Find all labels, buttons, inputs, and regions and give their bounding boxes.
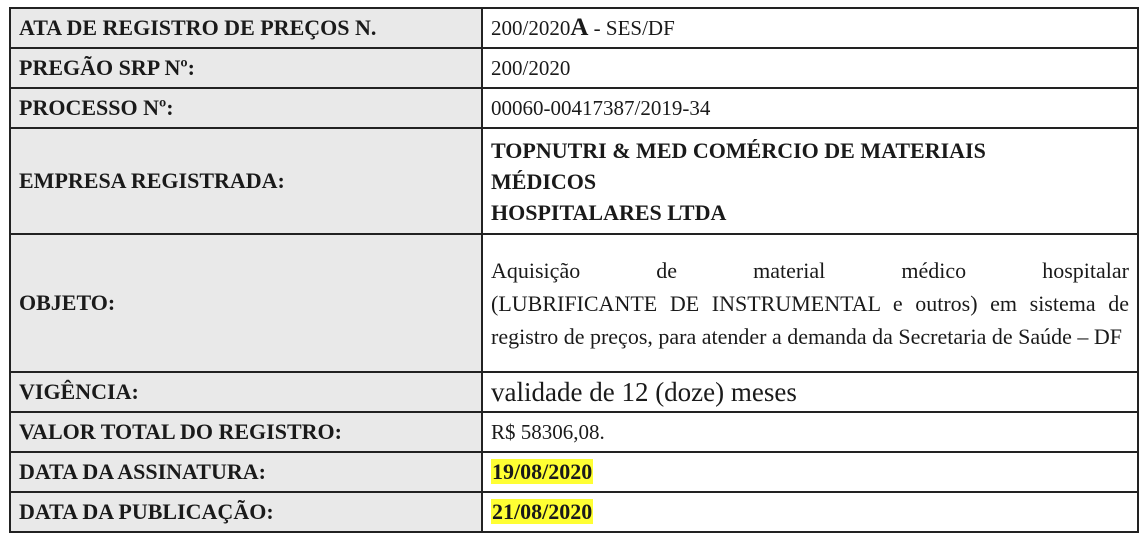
row-valor [10, 412, 1138, 452]
row-ata [10, 8, 1138, 48]
publicacao-cell [482, 492, 1138, 532]
objeto-word-1: Aquisição [491, 257, 581, 283]
row-objeto [10, 234, 1138, 372]
empresa-line-3: HOSPITALARES LTDA [491, 199, 727, 225]
ata-letter: A [570, 14, 589, 41]
processo-label: PROCESSO Nº: [10, 88, 482, 128]
ata-label: ATA DE REGISTRO DE PREÇOS N. [10, 8, 482, 48]
ata-number: 200/2020 [491, 16, 571, 40]
empresa-line-1: TOPNUTRI & MED COMÉRCIO DE MATERIAIS [491, 137, 986, 163]
ata-suffix: - SES/DF [588, 16, 675, 40]
pregao-label: PREGÃO SRP Nº: [10, 48, 482, 88]
ata-value [482, 8, 1138, 48]
row-processo [10, 88, 1138, 128]
vigencia-label: VIGÊNCIA: [10, 372, 482, 412]
objeto-word-2: de [656, 257, 678, 283]
ata-summary-table [9, 7, 1139, 533]
publicacao-date: 21/08/2020 [492, 499, 593, 524]
row-empresa [10, 128, 1138, 234]
assinatura-label: DATA DA ASSINATURA: [10, 452, 482, 492]
assinatura-date: 19/08/2020 [492, 459, 593, 484]
processo-value: 00060-00417387/2019-34 [482, 88, 1138, 128]
empresa-value [482, 128, 1138, 234]
publicacao-label: DATA DA PUBLICAÇÃO: [10, 492, 482, 532]
objeto-word-4: médico [901, 257, 967, 283]
objeto-word-3: material [753, 257, 826, 283]
valor-label: VALOR TOTAL DO REGISTRO: [10, 412, 482, 452]
objeto-word-5: hospitalar [1042, 257, 1129, 283]
empresa-label: EMPRESA REGISTRADA: [10, 128, 482, 234]
row-publicacao [10, 492, 1138, 532]
objeto-rest-text: (LUBRIFICANTE DE INSTRUMENTAL e outros) em sistema de registro de preços, para atender a demanda da Secretaria de Saúde – DF [491, 290, 1129, 349]
objeto-first-line [491, 254, 1129, 287]
objeto-value [482, 234, 1138, 372]
empresa-line-2: MÉDICOS [491, 168, 597, 194]
row-vigencia [10, 372, 1138, 412]
pregao-value: 200/2020 [482, 48, 1138, 88]
row-pregao [10, 48, 1138, 88]
vigencia-value: validade de 12 (doze) meses [482, 372, 1138, 412]
valor-value: R$ 58306,08. [482, 412, 1138, 452]
assinatura-cell [482, 452, 1138, 492]
row-assinatura [10, 452, 1138, 492]
objeto-label: OBJETO: [10, 234, 482, 372]
